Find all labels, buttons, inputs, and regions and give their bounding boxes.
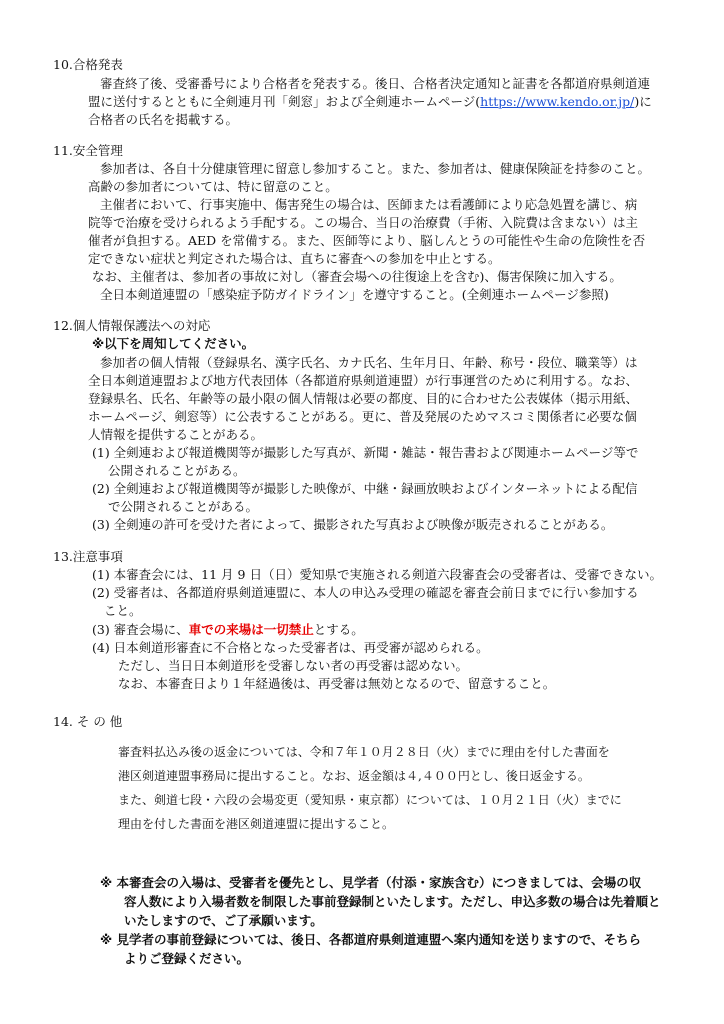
section-11-line-1: 参加者は、各自十分健康管理に留意し参加すること。また、参加者は、健康保険証を持参のこと。 bbox=[100, 161, 651, 176]
section-10-line-2a: 盟に送付するとともに全剣連月刊「剣窓」および全剣連ホームページ( bbox=[88, 94, 481, 109]
section-13-item-1: (1) 本審査会には、11 月 9 日（日）愛知県で実施される剣道六段審査会の受審者は、受審できない。 bbox=[92, 567, 662, 582]
section-11-line-8: 全日本剣道連盟の「感染症予防ガイドライン」を遵守すること。(全剣連ホームページ参照) bbox=[100, 287, 609, 302]
section-10-heading: 10.合格発表 bbox=[53, 57, 123, 72]
section-13-item-4: (4) 日本剣道形審査に不合格となった受審者は、再受審が認められる。 bbox=[92, 640, 489, 655]
notice-1-line-3: いたしますので、ご了承願います。 bbox=[124, 913, 323, 928]
section-11-line-6: 定できない症状と判定された場合は、直ちに審査への参加を中止とする。 bbox=[88, 251, 501, 266]
section-14-line-4: 理由を付した書面を港区剣道連盟に提出すること。 bbox=[118, 817, 395, 831]
section-13-item-3 bbox=[92, 621, 364, 639]
notice-1-line-2: 容人数により入場者数を制限した事前登録制といたします。ただし、申込多数の場合は先着順と bbox=[124, 894, 661, 909]
section-14-heading: 14. そ の 他 bbox=[53, 714, 123, 729]
section-12-line-4: ホームページ、剣窓等）に公表することがある。更に、普及発展のためマスコミ関係者に必要な個 bbox=[88, 409, 637, 424]
section-11-line-4: 院等で治療を受けられるよう手配する。この場合、当日の治療費（手術、入院費は含まない）は主 bbox=[88, 215, 639, 230]
section-13-item-4-line-2: ただし、当日日本剣道形を受審しない者の再受審は認めない。 bbox=[118, 658, 469, 673]
section-10-line-3: 合格者の氏名を掲載する。 bbox=[88, 112, 239, 127]
notice-2-line-1: ※ 見学者の事前登録については、後日、各都道府県剣道連盟へ案内通知を送りますので、そちら bbox=[100, 932, 642, 947]
section-14-line-2: 港区剣道連盟事務局に提出すること。なお、返金額は４,４００円とし、後日返金する。 bbox=[118, 769, 590, 783]
section-11-line-2: 高齢の参加者については、特に留意のこと。 bbox=[88, 179, 338, 194]
section-12-item-2: (2) 全剣連および報道機関等が撮影した映像が、中継・録画放映およびインターネットによる配信 bbox=[92, 481, 638, 496]
section-12-item-1-cont: 公開されることがある。 bbox=[108, 463, 246, 478]
section-12-item-2-cont: で公開されることがある。 bbox=[108, 499, 259, 514]
section-11-line-7: なお、主催者は、参加者の事故に対し（審査会場への往復途上を含む)、傷害保険に加入する。 bbox=[92, 269, 622, 284]
section-11-line-3: 主催者において、行事実施中、傷害発生の場合は、医師または看護師により応急処置を講じ、病 bbox=[100, 197, 638, 212]
section-13-heading: 13.注意事項 bbox=[53, 549, 123, 564]
section-13-item-2: (2) 受審者は、各都道府県剣道連盟に、本人の申込み受理の確認を審査会前日までに行い参加する bbox=[92, 585, 639, 600]
section-14-line-3: また、剣道七段・六段の会場変更（愛知県・東京都）については、１０月２１日（火）までに bbox=[118, 793, 622, 807]
section-13-item-2-cont: こと。 bbox=[104, 603, 142, 618]
section-12-heading: 12.個人情報保護法への対応 bbox=[53, 318, 211, 333]
section-12-line-5: 人情報を提供することがある。 bbox=[88, 427, 264, 442]
no-car-warning: 車での来場は一切禁止 bbox=[188, 622, 314, 637]
notice-2-line-2: よりご登録ください。 bbox=[124, 951, 250, 966]
section-10-line-2 bbox=[88, 93, 652, 111]
section-12-item-3: (3) 全剣連の許可を受けた者によって、撮影された写真および映像が販売されることがある。 bbox=[92, 517, 614, 532]
section-11-heading: 11.安全管理 bbox=[53, 143, 123, 158]
section-12-item-1: (1) 全剣連および報道機関等が撮影した写真が、新聞・雑誌・報告書および関連ホームページ等で bbox=[92, 445, 639, 460]
section-12-emphasis: ※以下を周知してください。 bbox=[92, 336, 255, 351]
section-11-line-5: 催者が負担する。AED を常備する。また、医師等により、脳しんとうの可能性や生命の危険性を否 bbox=[88, 233, 646, 248]
section-12-line-1: 参加者の個人情報（登録県名、漢字氏名、カナ氏名、生年月日、年齢、称号・段位、職業等）は bbox=[100, 355, 638, 370]
notice-1-line-1: ※ 本審査会の入場は、受審者を優先とし、見学者（付添・家族含む）につきましては、会場の収 bbox=[100, 875, 642, 890]
section-13-item-3a: (3) 審査会場に、 bbox=[92, 622, 189, 637]
kendo-website-link[interactable]: https://www.kendo.or.jp/ bbox=[480, 94, 635, 109]
section-14-line-1: 審査料払込み後の返金については、令和７年１０月２８日（火）までに理由を付した書面を bbox=[118, 745, 610, 759]
section-10-line-2b: )に bbox=[634, 94, 652, 109]
section-13-item-4-line-3: なお、本審査日より１年経過後は、再受審は無効となるので、留意すること。 bbox=[118, 676, 556, 691]
section-10-line-1: 審査終了後、受審番号により合格者を発表する。後日、合格者決定通知と証書を各都道府県剣道連 bbox=[100, 76, 651, 91]
section-12-line-2: 全日本剣道連盟および地方代表団体（各都道府県剣道連盟）が行事運営のために利用する。なお、 bbox=[88, 373, 639, 388]
section-13-item-3b: とする。 bbox=[313, 622, 364, 637]
section-12-line-3: 登録県名、氏名、年齢等の最小限の個人情報は必要の都度、目的に合わせた公表媒体（掲示用紙、 bbox=[88, 391, 639, 406]
